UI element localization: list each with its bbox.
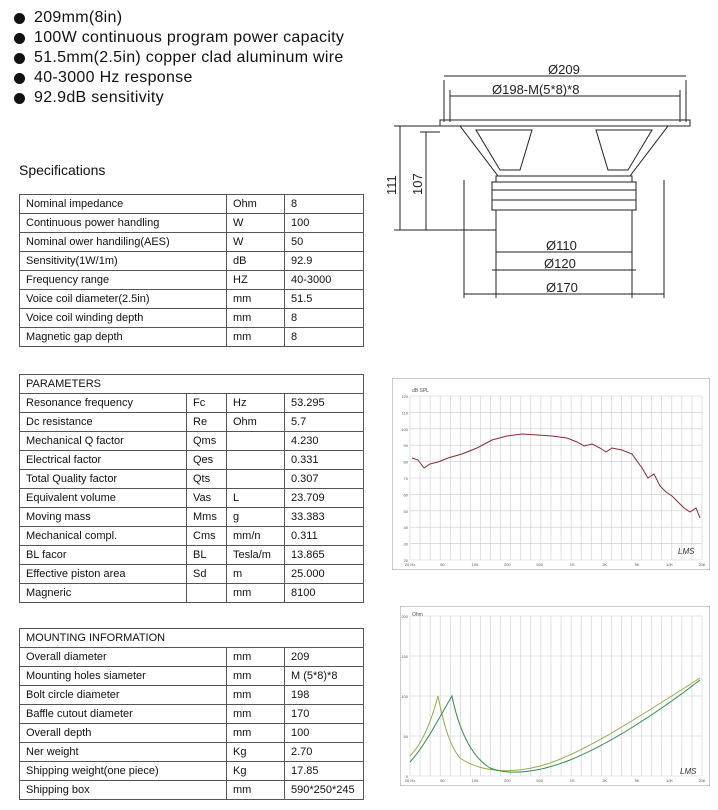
table-row [20,527,364,546]
table-cell: 25.000 [285,565,364,584]
table-row [20,432,364,451]
table-cell: Shipping box [20,781,227,800]
table-cell: 40-3000 [285,271,364,290]
y-tick-label: 60 [403,492,408,498]
bullet-icon [14,53,25,64]
table-cell: Ner weight [20,743,227,762]
table-cell: 8 [285,195,364,214]
table-cell: Re [187,413,227,432]
graph1-ylabel: dB SPL [412,388,429,394]
table-cell: Ohm [227,195,285,214]
table-cell: 100 [285,724,364,743]
table-cell: Effective piston area [20,565,187,584]
table-cell: mm [227,328,285,347]
x-tick-label: 200 [503,778,511,783]
table-row [20,724,364,743]
x-tick-label: 500 [536,562,544,567]
table-row [20,667,364,686]
feature-item: 209mm(8in) [14,8,344,28]
table-cell: Overall depth [20,724,227,743]
table-cell: 0.331 [285,451,364,470]
table-cell [227,470,285,489]
table-cell: Voice coil winding depth [20,309,227,328]
table-row [20,214,364,233]
feature-item: 40-3000 Hz response [14,68,344,88]
table-cell: 2.70 [285,743,364,762]
y-tick-label: 100 [401,426,408,432]
table-cell: mm [227,667,285,686]
y-tick-label: 40 [403,525,408,531]
table-cell: Qts [187,470,227,489]
table-cell: Ohm [227,413,285,432]
table-cell: Voice coil diameter(2.5in) [20,290,227,309]
table-cell: HZ [227,271,285,290]
x-tick-label: 20K [698,778,706,783]
dimension-label: Ø110 [546,238,577,253]
table-row [20,309,364,328]
table-cell: 170 [285,705,364,724]
table-cell: 8 [285,328,364,347]
table-row [20,781,364,800]
table-cell: mm [227,781,285,800]
table-cell: W [227,214,285,233]
table-cell: 23.709 [285,489,364,508]
frequency-response-graph [392,378,710,570]
x-tick-label: 100 [471,778,479,783]
table-cell: Nominal impedance [20,195,227,214]
y-tick-label: 0 [405,774,408,779]
table-cell: W [227,233,285,252]
table-cell: mm [227,705,285,724]
x-tick-label: 2K [602,562,608,567]
y-tick-label: 110 [401,410,408,416]
graph2-ylabel: Ohm [412,612,423,618]
table-cell: 5.7 [285,413,364,432]
y-tick-label: 200 [401,614,408,619]
table-cell: 198 [285,686,364,705]
table-cell: Dc resistance [20,413,187,432]
y-tick-label: 100 [401,694,408,699]
bullet-icon [14,73,25,84]
table-row [20,233,364,252]
table-cell: 590*250*245 [285,781,364,800]
y-tick-label: 50 [403,508,408,514]
table-cell: Frequency range [20,271,227,290]
table-cell: Tesla/m [227,546,285,565]
table-row [20,686,364,705]
table-cell: 33.383 [285,508,364,527]
table-cell: mm [227,648,285,667]
table-cell: Electrical factor [20,451,187,470]
table-cell: 13.865 [285,546,364,565]
x-tick-label: 20 Hz [404,562,416,567]
specifications-title: Specifications [19,162,106,178]
table-cell: BL [187,546,227,565]
table-cell: Mechanical Q factor [20,432,187,451]
x-tick-label: 100 [471,562,479,567]
table-row [20,290,364,309]
table-cell: Vas [187,489,227,508]
table-cell: 0.307 [285,470,364,489]
table-cell: Magneric [20,584,187,603]
x-tick-label: 500 [536,778,544,783]
feature-list [14,8,344,108]
table-cell: 50 [285,233,364,252]
table-cell: mm [227,686,285,705]
table-row [20,546,364,565]
y-tick-label: 70 [403,476,408,481]
speaker-dimension-drawing [380,60,700,305]
table-row [20,394,364,413]
table-cell: Sensitivity(1W/1m) [20,252,227,271]
table-cell: L [227,489,285,508]
dimension-label: Ø198-M(5*8)*8 [492,82,580,97]
table-cell: Fc [187,394,227,413]
y-tick-label: 120 [401,394,408,399]
x-tick-label: 20K [698,562,706,567]
table-row [20,252,364,271]
table-cell: Kg [227,743,285,762]
table-cell: mm [227,290,285,309]
table-cell: m [227,565,285,584]
dimension-label: Ø209 [548,62,580,77]
table-cell: Moving mass [20,508,187,527]
table-row [20,584,364,603]
table-row [20,489,364,508]
bullet-icon [14,33,25,44]
table-cell: Baffle cutout diameter [20,705,227,724]
table-cell: Cms [187,527,227,546]
x-tick-label: 200 [503,562,511,567]
table-cell: Sd [187,565,227,584]
table-cell: 4.230 [285,432,364,451]
dimension-label: Ø170 [546,280,578,295]
table-cell: 51.5 [285,290,364,309]
y-tick-label: 150 [401,654,408,659]
bullet-icon [14,13,25,24]
parameters-table [19,374,364,603]
table-cell: Continuous power handling [20,214,227,233]
table-row [20,195,364,214]
table-cell: Magnetic gap depth [20,328,227,347]
x-tick-label: 5K [634,778,640,783]
lms-logo: LMS [678,547,695,556]
dimension-label: 107 [410,173,425,195]
feature-item: 51.5mm(2.5in) copper clad aluminum wire [14,48,344,68]
table-cell: mm/n [227,527,285,546]
table-cell [187,584,227,603]
feature-item: 100W continuous program power capacity [14,28,344,48]
table-cell: Hz [227,394,285,413]
table-row [20,705,364,724]
specifications-table [19,194,364,347]
table-row [20,565,364,584]
x-tick-label: 50 [440,562,445,567]
x-tick-label: 5K [634,562,640,567]
table-cell: 100 [285,214,364,233]
feature-item: 92.9dB sensitivity [14,88,344,108]
table-cell: Qms [187,432,227,451]
table-cell: Mounting holes siameter [20,667,227,686]
table-cell: Kg [227,762,285,781]
table-row [20,328,364,347]
lms-logo: LMS [680,767,697,776]
x-tick-label: 20 Hz [404,778,416,783]
table-cell: Qes [187,451,227,470]
table-row [20,413,364,432]
x-tick-label: 10K [665,562,674,567]
table-cell: 17.85 [285,762,364,781]
table-cell: 8 [285,309,364,328]
table-row [20,470,364,489]
x-tick-label: 1K [569,562,575,567]
table-cell: Nominal ower handiling(AES) [20,233,227,252]
table-cell: Mechanical compl. [20,527,187,546]
table-cell [227,451,285,470]
x-tick-label: 50 [440,778,445,783]
table-cell: Mms [187,508,227,527]
y-tick-label: 50 [403,734,408,739]
table-cell: dB [227,252,285,271]
y-tick-label: 20 [403,558,408,563]
table-row [20,762,364,781]
table-row [20,743,364,762]
table-cell: mm [227,724,285,743]
table-cell: 53.295 [285,394,364,413]
table-cell: 209 [285,648,364,667]
table-cell: M (5*8)*8 [285,667,364,686]
x-tick-label: 10K [665,778,674,783]
table-row [20,648,364,667]
x-tick-label: 1K [569,778,575,783]
table-cell: mm [227,584,285,603]
table-cell: g [227,508,285,527]
table-row [20,271,364,290]
table-cell: Total Quality factor [20,470,187,489]
y-tick-label: 30 [403,541,408,547]
mounting-table [19,628,364,800]
table-cell: Overall diameter [20,648,227,667]
table-cell: 8100 [285,584,364,603]
y-tick-label: 80 [403,459,408,465]
table-cell: Shipping weight(one piece) [20,762,227,781]
table-row [20,508,364,527]
mounting-title: MOUNTING INFORMATION [20,629,364,648]
table-cell: 92.9 [285,252,364,271]
table-cell: Bolt circle diameter [20,686,227,705]
impedance-graph [400,606,710,786]
parameters-title: PARAMETERS [20,375,364,394]
table-cell: mm [227,309,285,328]
table-row [20,451,364,470]
table-cell [227,432,285,451]
table-cell: Equivalent volume [20,489,187,508]
table-cell: Resonance frequency [20,394,187,413]
table-cell: BL facor [20,546,187,565]
table-cell: 0.311 [285,527,364,546]
x-tick-label: 2K [602,778,608,783]
dimension-label: Ø120 [544,256,576,271]
bullet-icon [14,93,25,104]
dimension-label: 111 [384,175,399,195]
y-tick-label: 90 [403,443,408,449]
